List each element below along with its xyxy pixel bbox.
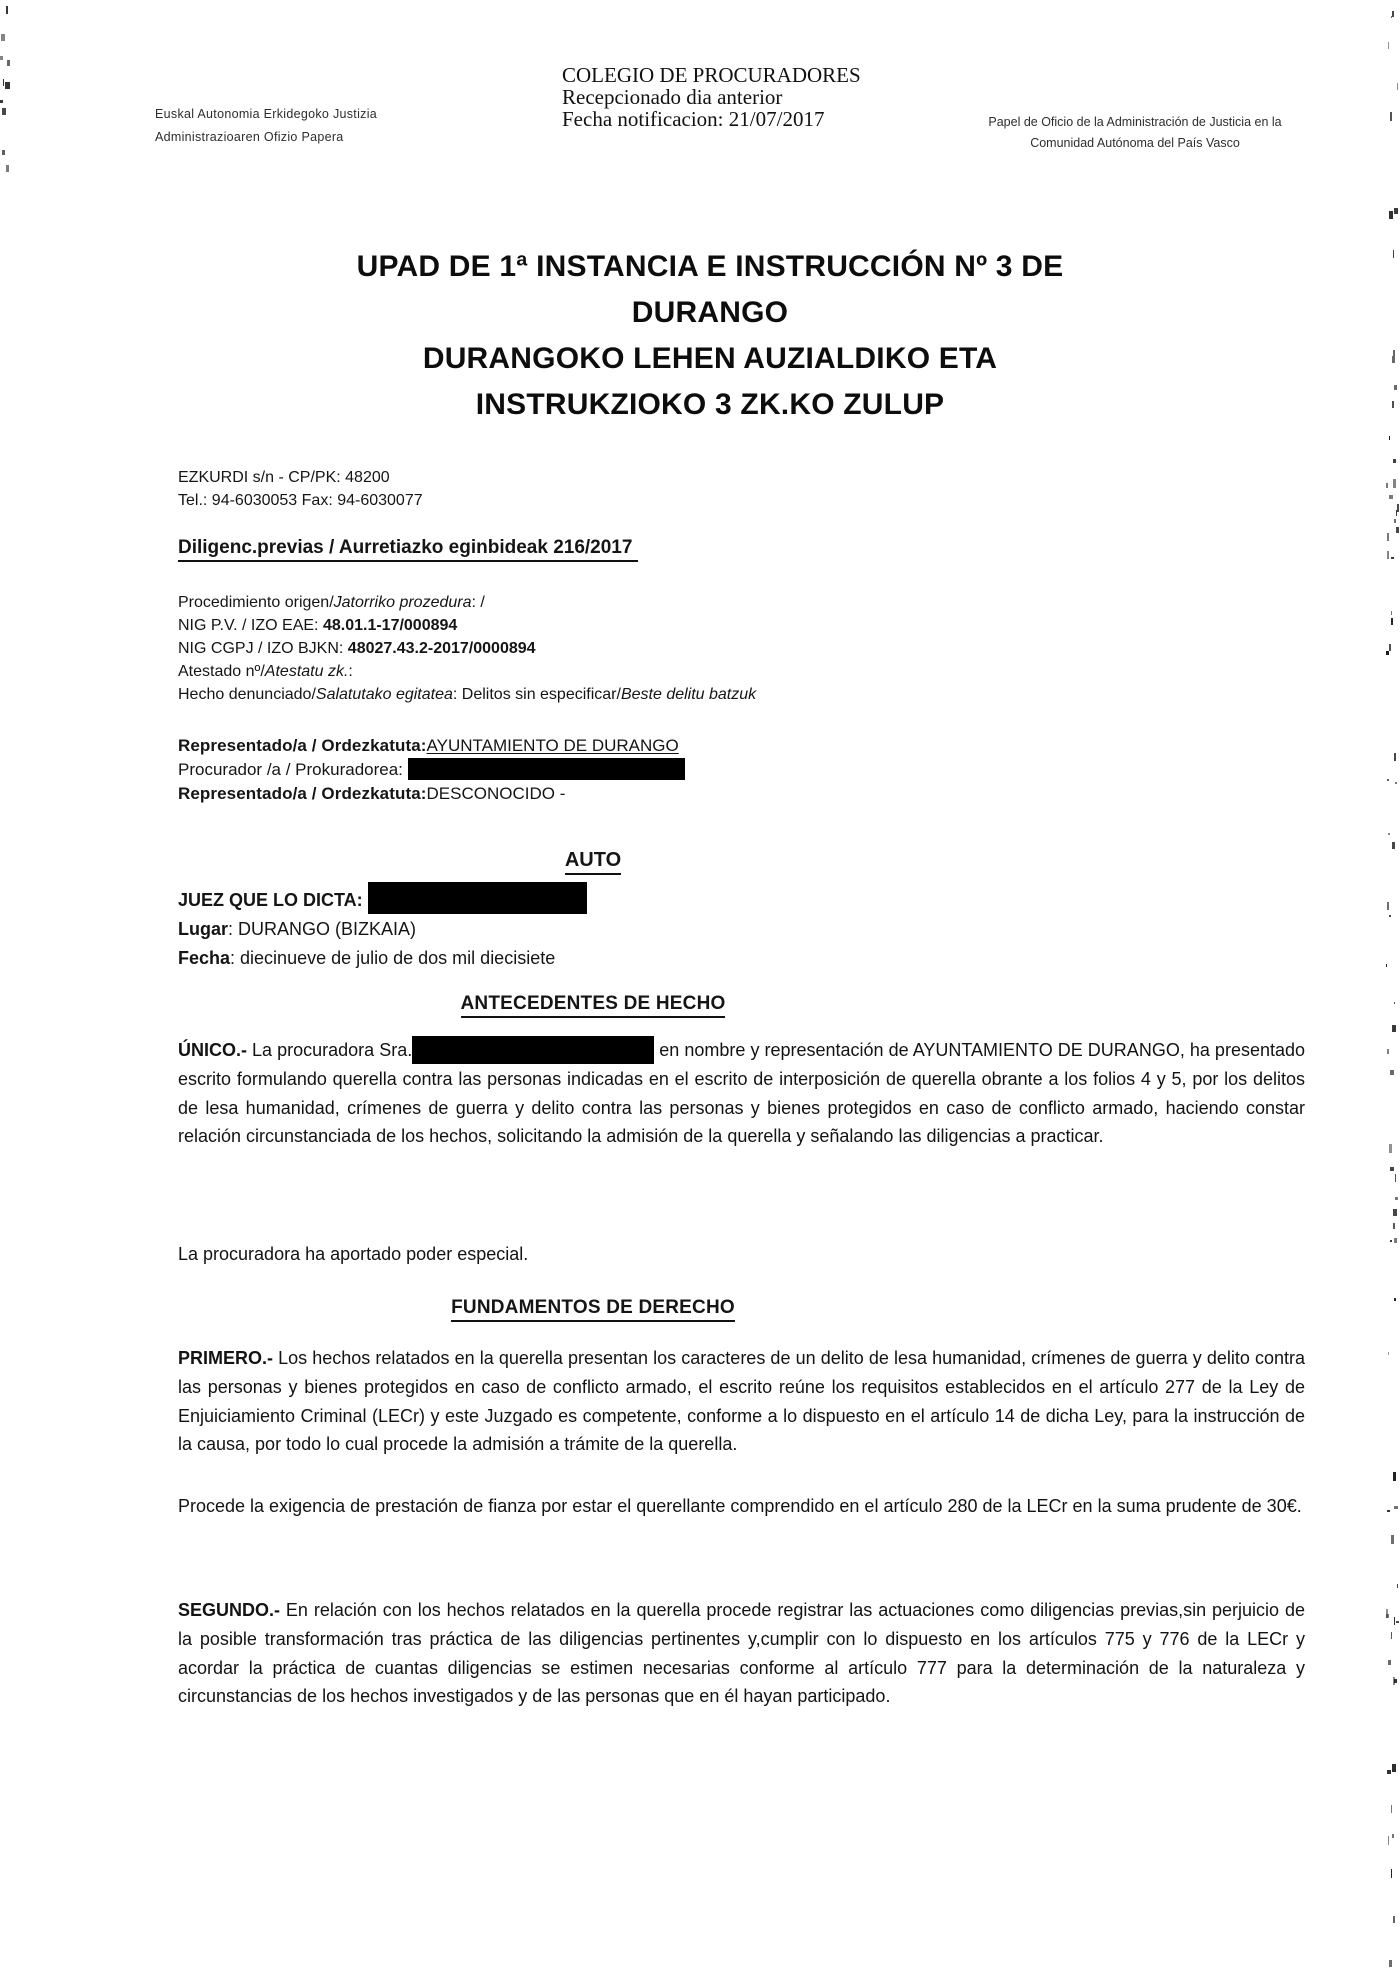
scan-noise-speck bbox=[1394, 519, 1395, 522]
scan-noise-speck bbox=[1393, 350, 1395, 356]
scan-noise-speck bbox=[1393, 1472, 1396, 1480]
scan-noise-speck bbox=[1390, 1070, 1394, 1075]
scan-noise-speck bbox=[1393, 459, 1396, 463]
scan-noise-speck bbox=[1386, 1609, 1387, 1617]
segundo-lead: SEGUNDO.- bbox=[178, 1600, 281, 1620]
scan-noise-speck bbox=[1396, 1621, 1399, 1623]
procuradores-reception-stamp bbox=[562, 64, 861, 130]
scan-noise-speck bbox=[1388, 1352, 1389, 1355]
place-value: : DURANGO (BIZKAIA) bbox=[228, 919, 417, 939]
court-title-line: DURANGO bbox=[631, 296, 789, 329]
scan-noise-speck bbox=[1394, 1679, 1397, 1683]
scan-noise-speck bbox=[1389, 915, 1391, 918]
origin-label-eu: Jatorriko prozedura bbox=[333, 594, 472, 611]
nig-pv-label: NIG P.V. / IZO EAE: bbox=[178, 617, 323, 634]
atestado-label-eu: Atestatu zk. bbox=[264, 663, 349, 680]
nig-cgpj-label: NIG CGPJ / IZO BJKN: bbox=[178, 640, 348, 657]
scan-noise-speck bbox=[6, 165, 9, 172]
hecho-value-eu: Beste delitu batzuk bbox=[620, 686, 757, 703]
header-left-line: Euskal Autonomia Erkidegoko Justizia bbox=[155, 107, 378, 121]
parties-block bbox=[178, 734, 685, 806]
stamp-line: Fecha notificacion: 21/07/2017 bbox=[562, 107, 825, 131]
judge-line bbox=[178, 882, 587, 915]
scan-noise-speck bbox=[1386, 483, 1388, 488]
redacted-procurador-name bbox=[408, 758, 685, 780]
scan-noise-speck bbox=[1394, 1002, 1395, 1005]
scan-noise-speck bbox=[1397, 1584, 1398, 1588]
place-label: Lugar bbox=[178, 919, 229, 939]
scan-noise-speck bbox=[1392, 1025, 1396, 1032]
atestado-line bbox=[178, 660, 756, 683]
hecho-line bbox=[178, 683, 756, 706]
scan-noise-speck bbox=[1392, 356, 1395, 363]
scan-noise-speck bbox=[1386, 651, 1389, 655]
represented-label: Representado/a / Ordezkatuta: bbox=[178, 736, 427, 755]
fianza-text: Procede la exigencia de prestación de fianza por estar el querellante comprendido en el artículo 280 de la LECr en la suma prudente de 30€. bbox=[178, 1496, 1302, 1516]
scan-noise-speck bbox=[1391, 1632, 1393, 1639]
scan-noise-speck bbox=[1394, 1238, 1396, 1243]
segundo-paragraph bbox=[178, 1596, 1305, 1711]
represented-line bbox=[178, 734, 685, 758]
scan-noise-speck bbox=[1386, 964, 1387, 967]
scan-noise-speck bbox=[1397, 504, 1399, 512]
origin-line bbox=[178, 591, 756, 614]
scan-noise-speck bbox=[1392, 401, 1394, 407]
atestado-label: Atestado nº/ bbox=[178, 663, 265, 680]
scan-noise-speck bbox=[1393, 1677, 1395, 1685]
procurador-line bbox=[178, 758, 685, 782]
represented-label: Representado/a / Ordezkatuta: bbox=[178, 784, 427, 803]
date-value: : diecinueve de julio de dos mil diecisiete bbox=[230, 948, 556, 968]
scan-noise-speck bbox=[1, 34, 5, 41]
scan-noise-speck bbox=[1389, 436, 1390, 440]
scan-noise-speck bbox=[1387, 1510, 1390, 1512]
represented-value: DESCONOCIDO - bbox=[426, 784, 566, 803]
scan-noise-speck bbox=[1394, 1506, 1398, 1509]
scan-noise-speck bbox=[1388, 833, 1389, 835]
date-label: Fecha bbox=[178, 948, 231, 968]
unico-lead: ÚNICO.- bbox=[178, 1040, 247, 1060]
antecedentes-heading-text: ANTECEDENTES DE HECHO bbox=[461, 993, 726, 1018]
scan-noise-speck bbox=[1391, 618, 1394, 626]
hecho-mid: : Delitos sin especificar/ bbox=[452, 686, 621, 703]
header-right-line: Comunidad Autónoma del País Vasco bbox=[1030, 136, 1240, 150]
poder-paragraph bbox=[178, 1240, 1305, 1269]
court-title-line: DURANGOKO LEHEN AUZIALDIKO ETA bbox=[422, 342, 998, 375]
scan-noise-speck bbox=[1395, 1197, 1398, 1200]
scan-noise-speck bbox=[3, 79, 5, 87]
origin-label: Procedimiento origen/ bbox=[178, 594, 334, 611]
header-official-paper-note bbox=[930, 112, 1340, 154]
scan-noise-speck bbox=[1388, 1836, 1390, 1845]
court-address bbox=[178, 466, 423, 512]
scan-noise-speck bbox=[1397, 83, 1398, 89]
scan-noise-speck bbox=[1390, 1167, 1394, 1171]
scan-noise-speck bbox=[1393, 250, 1394, 258]
fundamentos-heading-text: FUNDAMENTOS DE DERECHO bbox=[451, 1297, 735, 1322]
address-line: EZKURDI s/n - CP/PK: 48200 bbox=[178, 469, 390, 486]
scan-noise-speck bbox=[1387, 902, 1388, 910]
redacted-judge-name bbox=[368, 882, 587, 914]
scan-noise-speck bbox=[6, 6, 8, 14]
scan-noise-speck bbox=[1390, 1240, 1392, 1242]
unico-post-text: en nombre y representación de AYUNTAMIENTO DE DURANGO, ha presentado escrito formulando querella contra las personas indicadas en el escrito de interposición de querella obrante a los folios 4 y 5, por los delitos de lesa humanidad, crímenes de guerra y delito contra las personas y bienes protegidos en caso de conflicto armado, haciendo constar relación circunstanciada de los hechos, solicitando la admisión de la querella y señalando las diligencias a practicar. bbox=[178, 1040, 1306, 1147]
judge-block bbox=[178, 882, 587, 973]
scan-noise-speck bbox=[7, 60, 11, 66]
scan-noise-speck bbox=[1388, 42, 1390, 49]
scan-noise-speck bbox=[1393, 1209, 1397, 1216]
date-line bbox=[178, 944, 587, 973]
court-title bbox=[180, 244, 1240, 428]
scan-noise-speck bbox=[2, 150, 5, 155]
fianza-paragraph bbox=[178, 1492, 1305, 1521]
scan-noise-speck bbox=[1390, 112, 1391, 120]
scan-noise-speck bbox=[1387, 1049, 1389, 1053]
nig-cgpj-value: 48027.43.2-2017/0000894 bbox=[347, 640, 536, 657]
header-basque-office-paper bbox=[155, 103, 377, 149]
scan-noise-speck bbox=[1392, 11, 1395, 17]
poder-text: La procuradora ha aportado poder especial. bbox=[178, 1244, 529, 1264]
primero-paragraph bbox=[178, 1344, 1305, 1459]
place-line bbox=[178, 915, 587, 944]
scan-noise-speck bbox=[1395, 1174, 1396, 1183]
scan-noise-speck bbox=[1391, 557, 1395, 559]
stamp-line: COLEGIO DE PROCURADORES bbox=[562, 63, 861, 87]
case-reference-text: Diligenc.previas / Aurretiazko eginbideak 216/2017 bbox=[178, 537, 638, 562]
unico-pre-text: La procuradora Sra. bbox=[247, 1040, 413, 1060]
origin-tail: : / bbox=[471, 594, 485, 611]
scan-noise-speck bbox=[1392, 842, 1395, 849]
scan-noise-speck bbox=[1394, 208, 1398, 214]
scan-noise-speck bbox=[1389, 1960, 1392, 1967]
scan-noise-speck bbox=[1391, 16, 1392, 18]
scan-noise-speck bbox=[1393, 1916, 1395, 1923]
stamp-line: Recepcionado dia anterior bbox=[562, 85, 783, 109]
header-right-line: Papel de Oficio de la Administración de Justicia en la bbox=[988, 115, 1282, 129]
address-line: Tel.: 94-6030053 Fax: 94-6030077 bbox=[178, 492, 423, 509]
procurador-label: Procurador /a / Prokuradorea: bbox=[178, 760, 408, 779]
scan-noise-speck bbox=[1389, 211, 1393, 219]
segundo-text: En relación con los hechos relatados en la querella procede registrar las actuaciones como diligencias previas,sin perjuicio de la posible transformación tras práctica de las diligencias pertinentes y,cumplir con lo dispuesto en los artículos 775 y 776 de la LECr y acordar la práctica de cuantas diligencias se estimen necesarias conforme al artículo 777 para la determinación de la naturaleza y circunstancias de los hechos investigados y de las personas que en él hayan participado. bbox=[178, 1600, 1305, 1707]
scan-noise-speck bbox=[1395, 782, 1397, 784]
scan-noise-speck bbox=[1391, 611, 1392, 616]
primero-text: Los hechos relatados en la querella presentan los caracteres de un delito de lesa humanidad, crímenes de guerra y delito contra las personas y bienes protegidos en caso de conflicto armado, el escrito reúne los requisitos establecidos en el artículo 277 de la Ley de Enjuiciamiento Criminal (LECr) y este Juzgado es competente, conforme a lo dispuesto en el artículo 14 de dicha Ley, para la instrucción de la causa, por todo lo cual procede la admisión a trámite de la querella. bbox=[178, 1348, 1305, 1455]
redacted-procurador-name-inline bbox=[412, 1036, 654, 1064]
scan-noise-speck bbox=[5, 82, 9, 89]
scan-noise-speck bbox=[1394, 1027, 1395, 1029]
case-reference bbox=[178, 537, 638, 562]
scan-noise-speck bbox=[1389, 644, 1392, 651]
scan-noise-speck bbox=[1389, 1144, 1392, 1153]
scan-noise-speck bbox=[1387, 533, 1390, 540]
court-title-line: INSTRUKZIOKO 3 ZK.KO ZULUP bbox=[475, 388, 945, 421]
scan-noise-speck bbox=[2, 108, 6, 115]
represented-value: AYUNTAMIENTO DE DURANGO bbox=[426, 736, 679, 755]
scan-noise-speck bbox=[1391, 1869, 1392, 1878]
scan-noise-speck bbox=[0, 56, 2, 60]
scan-noise-speck bbox=[1391, 1535, 1394, 1543]
nig-pv-line bbox=[178, 614, 756, 637]
scan-noise-speck bbox=[1393, 1223, 1396, 1228]
scan-noise-speck bbox=[1392, 1834, 1394, 1838]
hecho-label: Hecho denunciado/ bbox=[178, 686, 316, 703]
scan-noise-speck bbox=[1394, 1617, 1395, 1625]
procedure-data-block bbox=[178, 591, 756, 706]
scan-noise-speck bbox=[1394, 1298, 1396, 1301]
hecho-label-eu: Salatutako egitatea bbox=[315, 686, 453, 703]
scan-noise-speck bbox=[1392, 1764, 1395, 1772]
scan-noise-speck bbox=[1386, 1614, 1389, 1618]
judge-label: JUEZ QUE LO DICTA: bbox=[178, 890, 368, 910]
antecedentes-heading bbox=[178, 993, 1008, 1018]
unico-paragraph bbox=[178, 1036, 1305, 1151]
scan-noise-speck bbox=[1394, 385, 1397, 389]
fundamentos-heading bbox=[178, 1297, 1008, 1322]
scan-noise-speck bbox=[1394, 753, 1397, 761]
scan-noise-speck bbox=[1389, 495, 1393, 498]
scan-noise-speck bbox=[1387, 779, 1389, 781]
auto-heading-text: AUTO bbox=[565, 849, 621, 875]
nig-cgpj-line bbox=[178, 637, 756, 660]
scan-noise-speck bbox=[1387, 551, 1389, 558]
represented-line bbox=[178, 782, 685, 806]
scan-noise-speck bbox=[0, 100, 2, 103]
scan-noise-speck bbox=[1396, 527, 1399, 533]
header-left-line: Administrazioaren Ofizio Papera bbox=[155, 130, 344, 144]
primero-lead: PRIMERO.- bbox=[178, 1348, 274, 1368]
scan-noise-speck bbox=[1388, 1660, 1391, 1664]
scan-noise-speck bbox=[1387, 1770, 1391, 1774]
atestado-tail: : bbox=[348, 663, 353, 680]
nig-pv-value: 48.01.1-17/000894 bbox=[322, 617, 458, 634]
scan-noise-speck bbox=[1396, 510, 1397, 516]
court-title-line: UPAD DE 1ª INSTANCIA E INSTRUCCIÓN Nº 3 DE bbox=[356, 250, 1064, 283]
auto-heading bbox=[178, 849, 1008, 875]
scan-noise-speck bbox=[1393, 479, 1396, 488]
scan-noise-speck bbox=[1391, 1805, 1392, 1813]
